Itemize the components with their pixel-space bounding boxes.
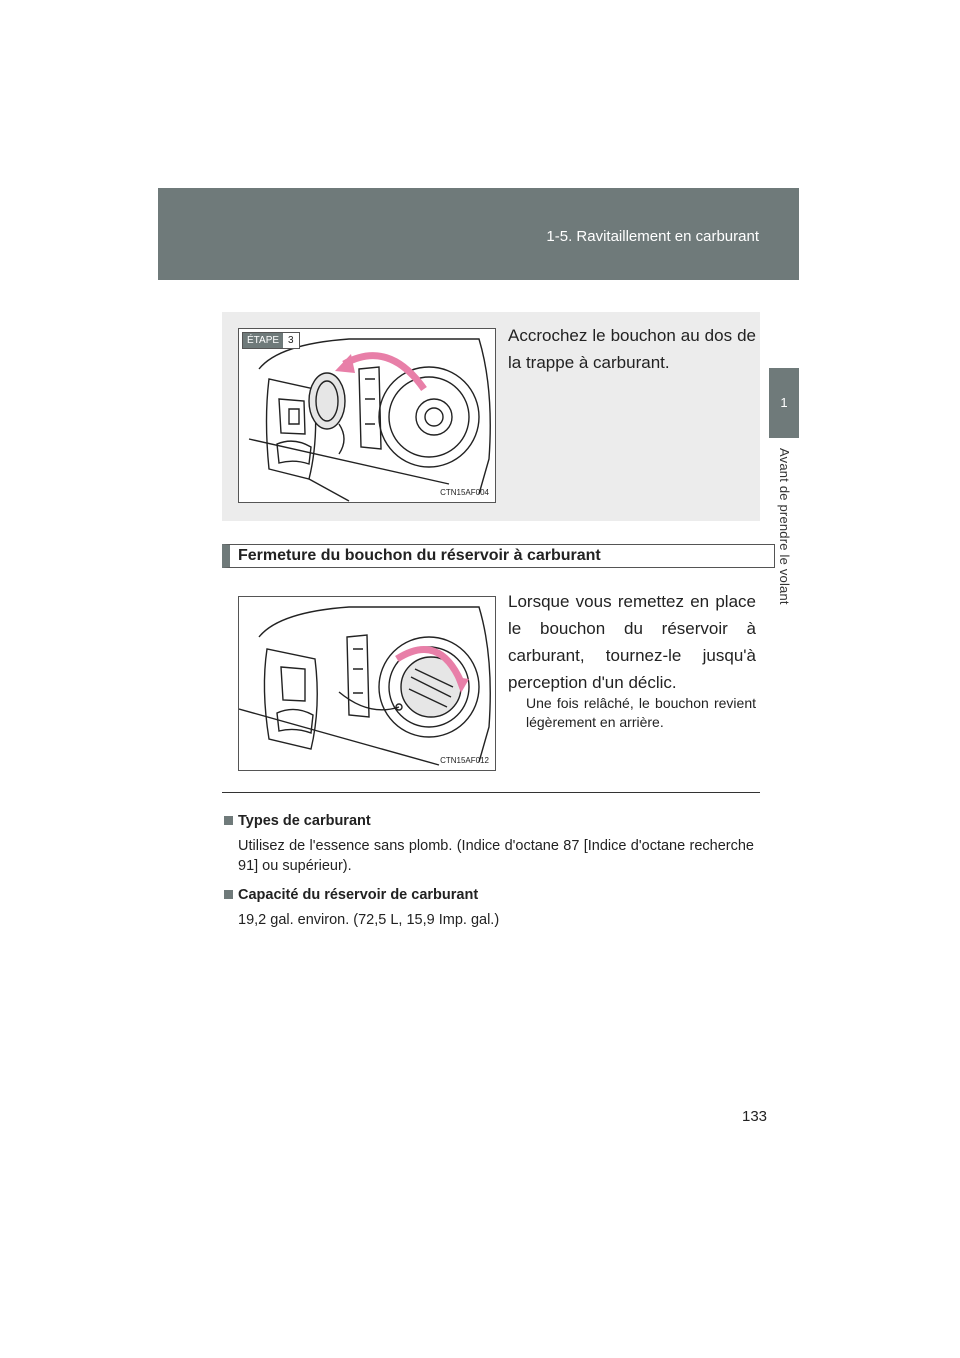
square-bullet-icon [224,890,233,899]
section-heading: Fermeture du bouchon du réservoir à carburant [222,544,775,568]
section-title: 1-5. Ravitaillement en carburant [546,228,759,245]
step-instruction: Accrochez le bouchon au dos de la trappe à carburant. [508,326,756,372]
section-note: Une fois relâché, le bouchon revient légèrement en arrière. [526,695,756,730]
fuel-door-illustration-1 [239,329,495,502]
step-badge [242,332,300,349]
note-title-text: Capacité du réservoir de carburant [238,887,479,903]
note-body-tank-capacity: 19,2 gal. environ. (72,5 L, 15,9 Imp. gal.) [238,912,500,928]
section-instruction: Lorsque vous remettez en place le bouchon du réservoir à carburant, tournez-le jusqu'à perception d'un déclic. [508,592,756,692]
fuel-cap-illustration-2 [239,597,495,770]
note-title-tank-capacity [224,884,754,906]
note-title-text: Types de carburant [238,813,371,829]
page-header [158,188,799,280]
figure-fuel-door-open [238,328,496,503]
step-badge-number: 3 [288,335,294,346]
figure-code: CTN15AF012 [440,756,489,765]
figure-code: CTN15AF004 [440,488,489,497]
divider [222,792,760,793]
notes [224,810,754,938]
chapter-tab: 1 [769,368,799,438]
note-title-fuel-types [224,810,754,832]
page-number: 133 [742,1108,768,1125]
step-badge-label: ÉTAPE [243,333,283,348]
square-bullet-icon [224,816,233,825]
chapter-title-vertical: Avant de prendre le volant [777,448,792,605]
figure-fuel-cap-close [238,596,496,771]
note-body-fuel-types: Utilisez de l'essence sans plomb. (Indice d'octane 87 [Indice d'octane recherche 91] ou supérieur). [238,838,754,874]
